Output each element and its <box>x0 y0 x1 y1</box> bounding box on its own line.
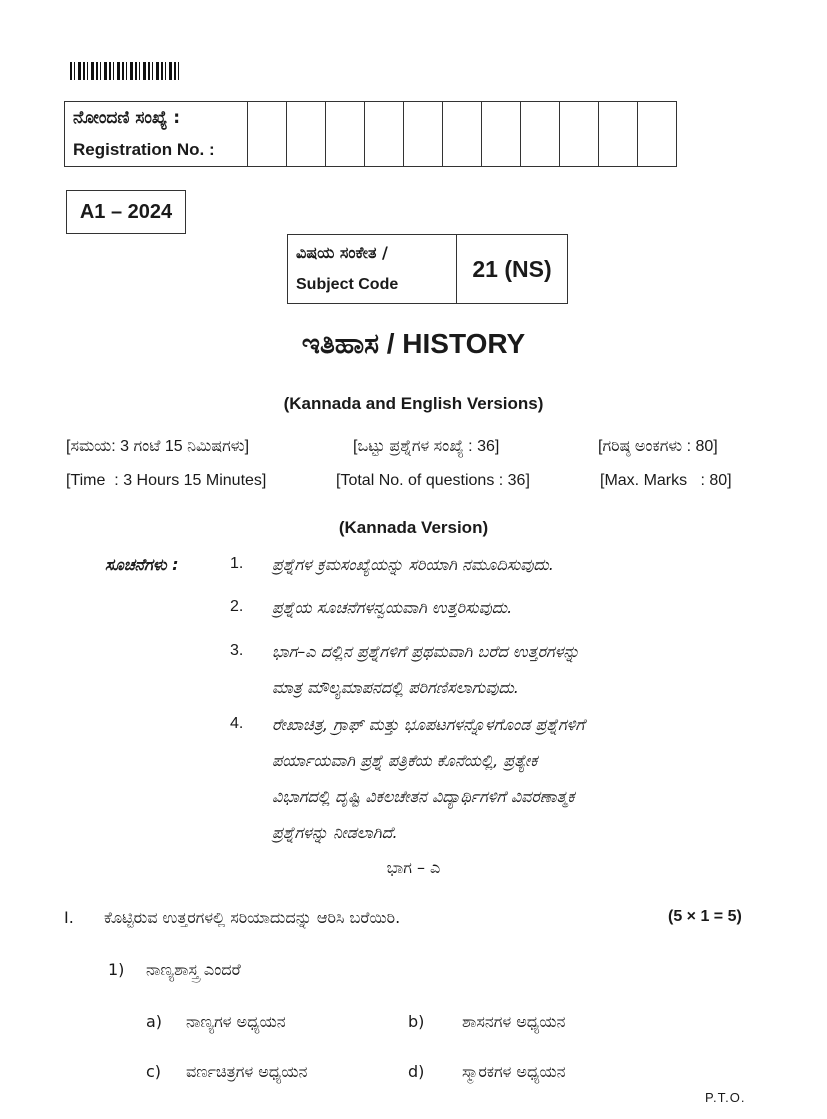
max-marks-english: [Max. Marks : 80] <box>600 472 732 489</box>
total-questions-kannada: [ಒಟ್ಟು ಪ್ರಶ್ನೆಗಳ ಸಂಖ್ಯೆ : 36] <box>353 438 500 455</box>
subject-code-label-kannada: ವಿಷಯ ಸಂಕೇತ / <box>296 243 388 262</box>
barcode <box>70 62 182 80</box>
section-heading: ಭಾಗ – ಎ <box>386 858 441 877</box>
sub-question-number: 1) <box>108 960 125 979</box>
registration-digit-box[interactable] <box>365 102 404 167</box>
instruction-line: ಪ್ರಶ್ನೆಗಳ ಕ್ರಮಸಂಖ್ಯೆಯನ್ನು ಸರಿಯಾಗಿ ನಮೂದಿಸುವುದು. <box>272 555 554 574</box>
option-key: a) <box>146 1012 163 1031</box>
question-text: ಕೊಟ್ಟಿರುವ ಉತ್ತರಗಳಲ್ಲಿ ಸರಿಯಾದುದನ್ನು ಆರಿಸಿ ಬರೆಯಿರಿ. <box>104 908 401 927</box>
option-text: ಶಾಸನಗಳ ಅಧ್ಯಯನ <box>462 1012 566 1031</box>
registration-digit-box[interactable] <box>638 102 677 167</box>
instruction-line: ರೇಖಾಚಿತ್ರ, ಗ್ರಾಫ್ ಮತ್ತು ಭೂಪಟಗಳನ್ನೊಳಗೊಂಡ ಪ್ರಶ್ನೆಗಳಿಗೆ <box>272 715 585 734</box>
instruction-number: 4. <box>230 715 244 732</box>
instruction-line: ಭಾಗ–ಎ ದಲ್ಲಿನ ಪ್ರಶ್ನೆಗಳಿಗೆ ಪ್ರಥಮವಾಗಿ ಬರೆದ ಉತ್ತರಗಳನ್ನು <box>272 642 580 661</box>
question-number: I. <box>64 908 74 927</box>
subject-code-box <box>287 234 568 304</box>
version-heading: (Kannada Version) <box>338 518 489 537</box>
option-key: d) <box>408 1062 425 1081</box>
instruction-text <box>272 707 762 851</box>
time-kannada: [ಸಮಯ: 3 ಗಂಟೆ 15 ನಿಮಿಷಗಳು] <box>66 438 250 455</box>
registration-label-kannada: ನೋಂದಣಿ ಸಂಖ್ಯೆ : <box>73 108 181 128</box>
registration-label <box>65 102 248 167</box>
instructions-label: ಸೂಚನೆಗಳು : <box>105 555 179 574</box>
registration-digit-box[interactable] <box>248 102 287 167</box>
instruction-line: ವಿಭಾಗದಲ್ಲಿ ದೃಷ್ಟಿ ವಿಕಲಚೇತನ ವಿದ್ಯಾರ್ಥಿಗಳಿಗೆ ವಿವರಣಾತ್ಮಕ <box>272 787 575 806</box>
registration-digit-box[interactable] <box>326 102 365 167</box>
instruction-text <box>272 590 762 626</box>
registration-digit-box[interactable] <box>599 102 638 167</box>
max-marks-kannada: [ಗರಿಷ್ಠ ಅಂಕಗಳು : 80] <box>598 438 718 455</box>
subject-code-value: 21 (NS) <box>457 235 568 304</box>
sub-question-text: ನಾಣ್ಯಶಾಸ್ತ್ರ ಎಂದರೆ <box>146 960 241 979</box>
registration-digit-box[interactable] <box>287 102 326 167</box>
instruction-text <box>272 547 762 583</box>
registration-digit-box[interactable] <box>482 102 521 167</box>
time-english: [Time : 3 Hours 15 Minutes] <box>66 472 267 489</box>
registration-digit-box[interactable] <box>560 102 599 167</box>
registration-digit-box[interactable] <box>443 102 482 167</box>
instruction-number: 2. <box>230 598 244 615</box>
option-text: ಸ್ಮಾರಕಗಳ ಅಧ್ಯಯನ <box>462 1062 566 1081</box>
instruction-number: 3. <box>230 642 244 659</box>
page-turn-note: P.T.O. <box>705 1090 746 1105</box>
versions-note: (Kannada and English Versions) <box>283 394 544 413</box>
registration-label-english: Registration No. : <box>73 140 215 159</box>
subject-code-label-english: Subject Code <box>296 276 399 293</box>
registration-number-box <box>64 101 677 167</box>
total-questions-english: [Total No. of questions : 36] <box>336 472 530 489</box>
question-marks: (5 × 1 = 5) <box>668 908 742 925</box>
option-key: b) <box>408 1012 425 1031</box>
paper-code: A1 – 2024 <box>66 190 186 234</box>
instruction-line: ಪ್ರಶ್ನೆಯ ಸೂಚನೆಗಳನ್ವಯವಾಗಿ ಉತ್ತರಿಸುವುದು. <box>272 598 513 617</box>
option-text: ವರ್ಣಚಿತ್ರಗಳ ಅಧ್ಯಯನ <box>186 1062 308 1081</box>
instruction-line: ಮಾತ್ರ ಮೌಲ್ಯಮಾಪನದಲ್ಲಿ ಪರಿಗಣಿಸಲಾಗುವುದು. <box>272 678 519 697</box>
option-key: c) <box>146 1062 162 1081</box>
registration-digit-box[interactable] <box>404 102 443 167</box>
instruction-line: ಪರ್ಯಾಯವಾಗಿ ಪ್ರಶ್ನೆ ಪತ್ರಿಕೆಯ ಕೊನೆಯಲ್ಲಿ, ಪ್ರತ್ಯೇಕ <box>272 751 538 770</box>
instruction-number: 1. <box>230 555 244 572</box>
subject-code-label <box>288 235 457 304</box>
registration-digit-box[interactable] <box>521 102 560 167</box>
instruction-line: ಪ್ರಶ್ನೆಗಳನ್ನು ನೀಡಲಾಗಿದೆ. <box>272 823 398 842</box>
option-text: ನಾಣ್ಯಗಳ ಅಧ್ಯಯನ <box>186 1012 286 1031</box>
instruction-text <box>272 634 762 706</box>
page-title: ಇತಿಹಾಸ / HISTORY <box>301 328 526 359</box>
